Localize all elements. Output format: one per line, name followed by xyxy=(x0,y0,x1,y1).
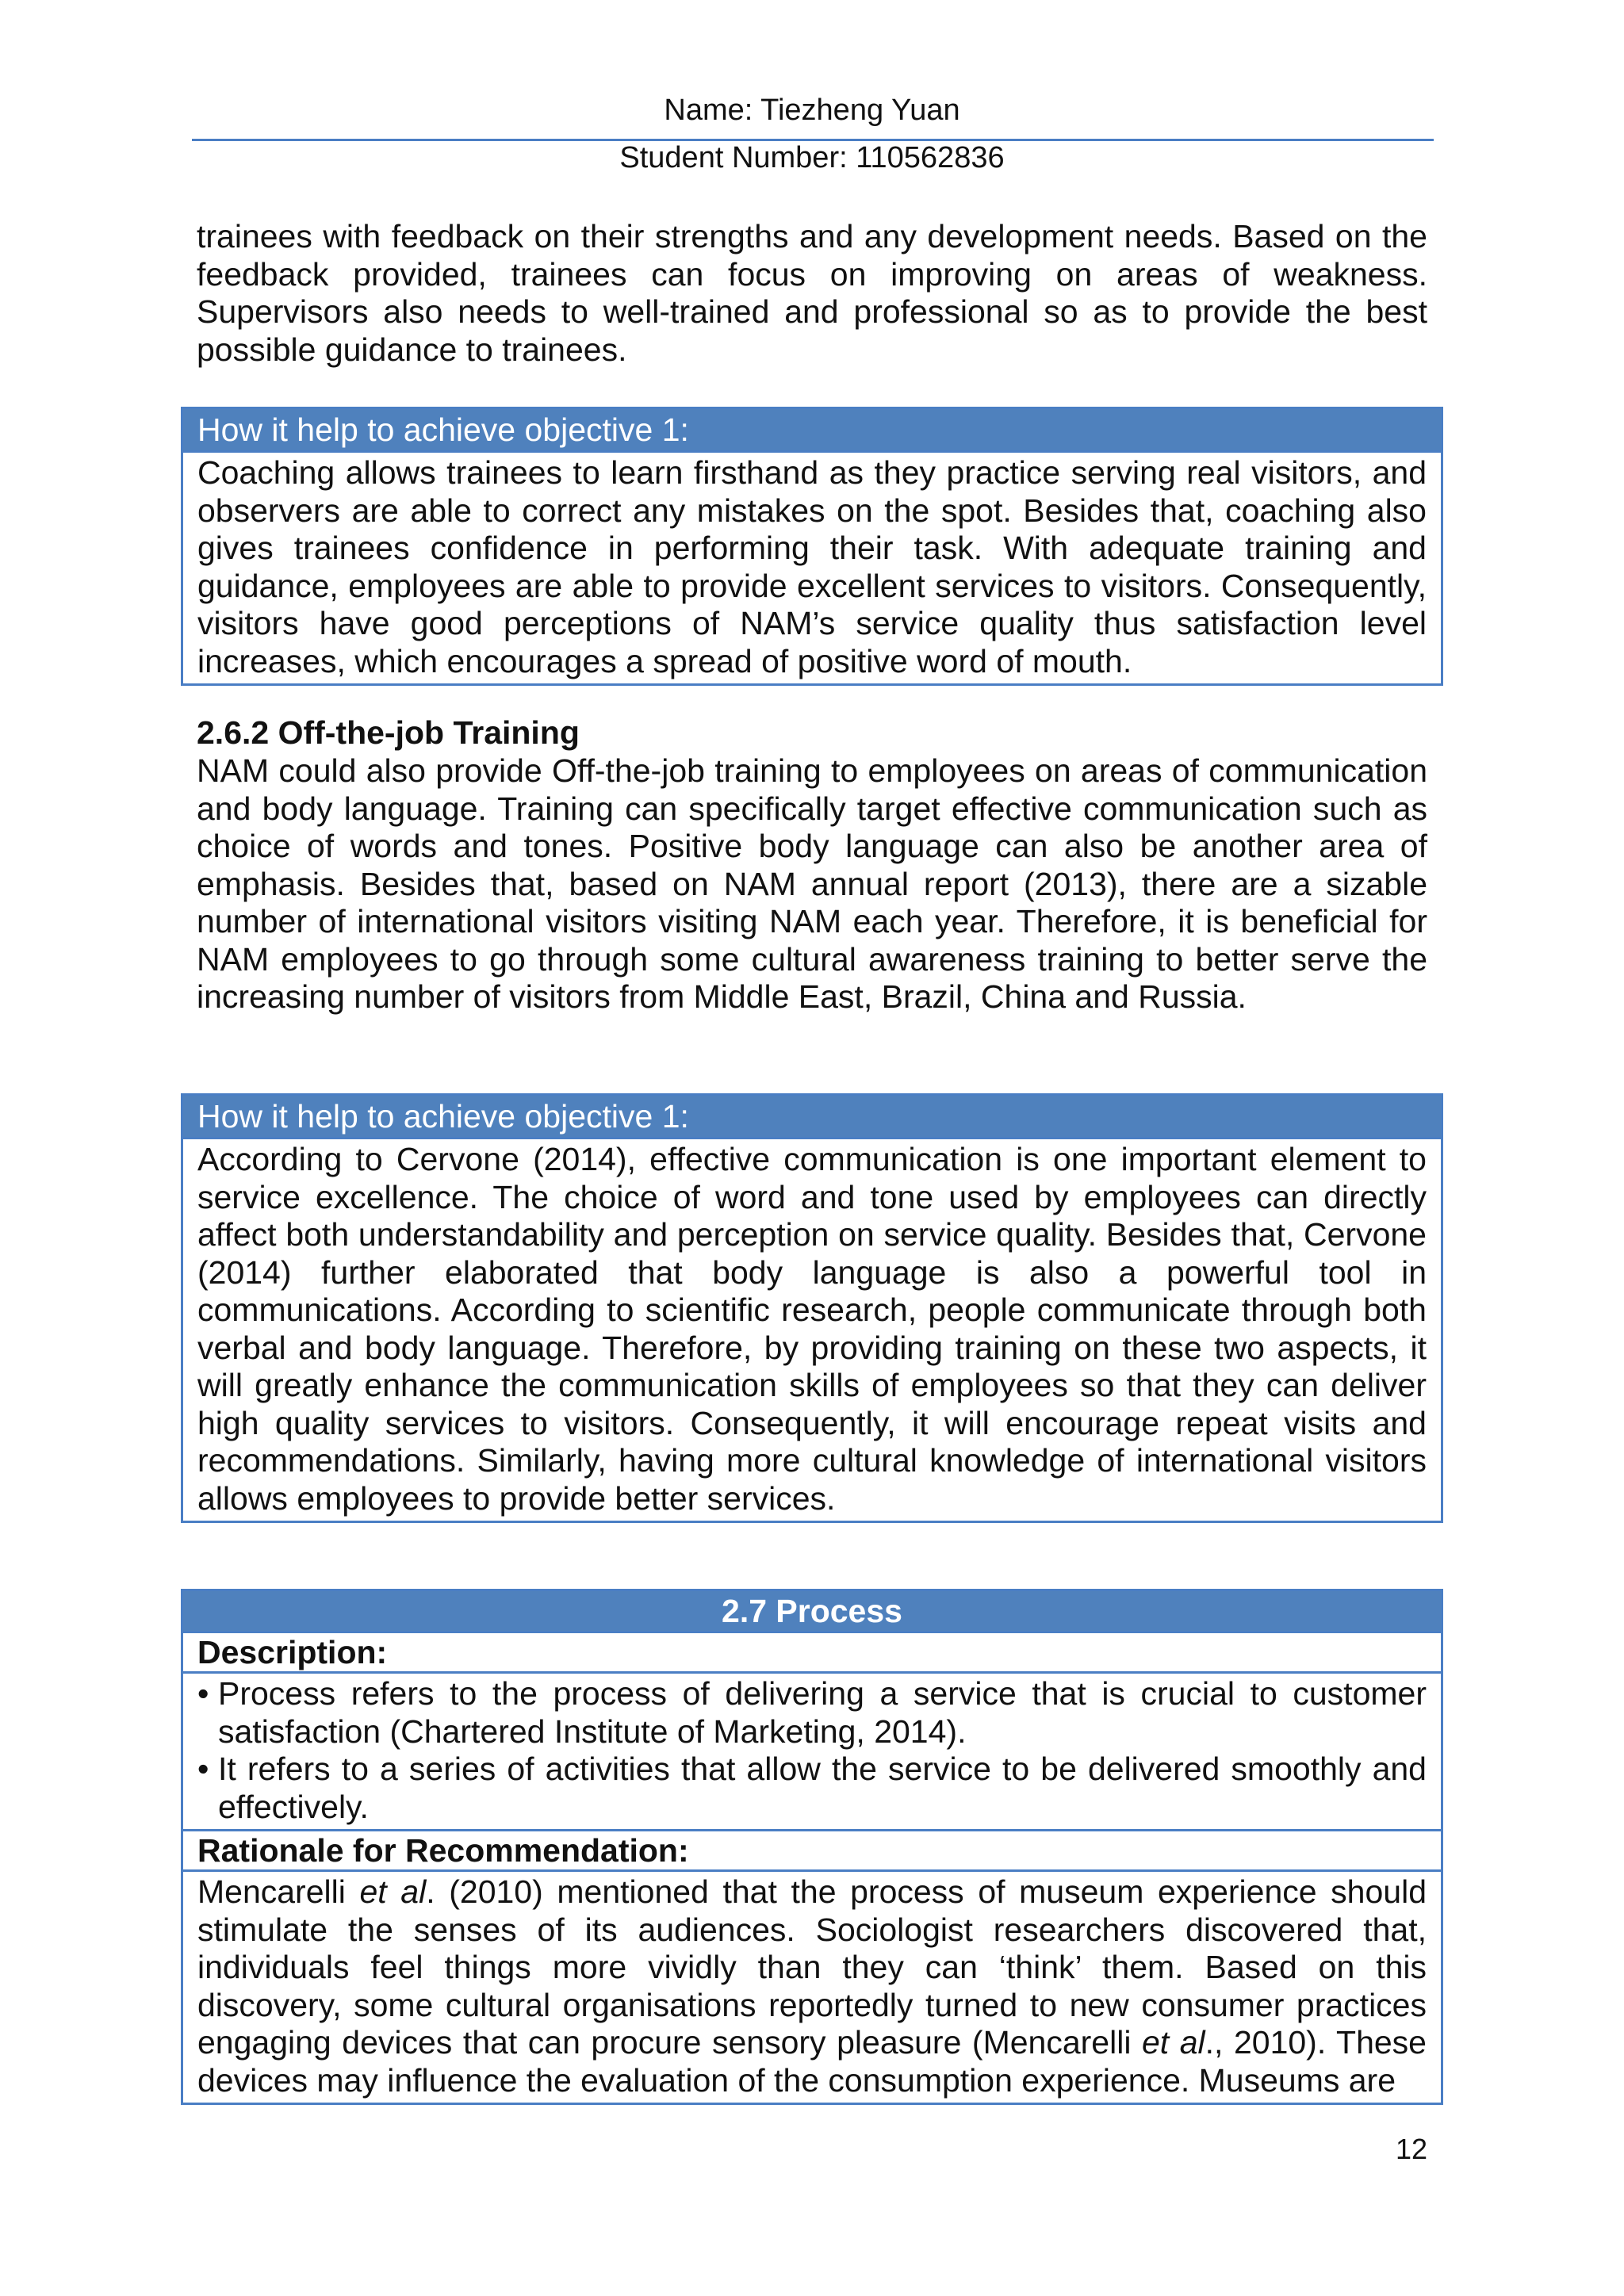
objective-box-title: How it help to achieve objective 1: xyxy=(183,409,1441,453)
list-item xyxy=(197,1751,1427,1826)
rationale-italic-et-al: et al xyxy=(359,1873,427,1910)
description-bullet-list xyxy=(183,1674,1441,1831)
rationale-label: Rationale for Recommendation: xyxy=(183,1831,1441,1872)
rationale-text xyxy=(183,1872,1441,2103)
rationale-text-part: . (2010) mentioned that the process of museum experience should stimulate the senses of its audiences. Sociologist researchers discovered that, individuals feel things more vividly than they can ‘think’ them. Based on this discovery, some cultural organisations reportedly turned to new consumer practices engaging devices that can procure sensory pleasure (Mencarelli xyxy=(197,1873,1427,2061)
objective-box-title: How it help to achieve objective 1: xyxy=(183,1096,1441,1139)
rationale-text-part: Mencarelli xyxy=(197,1873,360,1910)
objective-box-off-the-job xyxy=(181,1093,1443,1523)
description-label: Description: xyxy=(183,1633,1441,1674)
objective-box-body: Coaching allows trainees to learn firsthand as they practice serving real visitors, and observers are able to correct any mistakes on the spot. Besides that, coaching also gives trainees confidence in performing their task. With adequate training and guidance, employees are able to provide excellent services to visitors. Consequently, visitors have good perceptions of NAM’s service quality thus satisfaction level increases, which encourages a spread of positive word of mouth. xyxy=(197,454,1427,679)
paragraph-coaching-continued: trainees with feedback on their strengths and any development needs. Based on the feedback provided, trainees can focus on improving on areas of weakness. Supervisors also needs to well-trained and professional so as to provide the best possible guidance to trainees. xyxy=(197,218,1427,368)
rationale-text-part: ., 2010). These devices may influence the evaluation of the consumption experience. Museums are xyxy=(197,2024,1427,2099)
objective-box-coaching xyxy=(181,407,1443,686)
objective-box-body: According to Cervone (2014), effective communication is one important element to service excellence. The choice of word and tone used by employees can directly affect both understandability and perception on service quality. Besides that, Cervone (2014) further elaborated that body language is also a powerful tool in communications. According to scientific research, people communicate through both verbal and body language. Therefore, by providing training on these two aspects, it will greatly enhance the communication skills of employees so that they can deliver high quality services to visitors. Consequently, it will encourage repeat visits and recommendations. Similarly, having more cultural knowledge of international visitors allows employees to provide better services. xyxy=(197,1141,1427,1517)
bullet-icon: • xyxy=(197,1751,209,1787)
bullet-text: Process refers to the process of delivering a service that is crucial to customer satisfaction (Chartered Institute of Marketing, 2014). xyxy=(218,1675,1427,1750)
process-table xyxy=(181,1589,1443,2105)
rationale-italic-et-al: et al xyxy=(1141,2024,1205,2061)
section-heading-off-the-job-training: 2.6.2 Off-the-job Training xyxy=(197,714,580,751)
header-student-number: Student Number: 110562836 xyxy=(619,141,1005,174)
bullet-icon: • xyxy=(197,1675,209,1712)
process-table-title: 2.7 Process xyxy=(183,1591,1441,1633)
list-item xyxy=(197,1675,1427,1751)
paragraph-off-the-job-training: NAM could also provide Off-the-job training to employees on areas of communication and body language. Training can specifically target effective communication such as choice of words and tones. Positive body language can also be another area of emphasis. Besides that, based on NAM annual report (2013), there are a sizable number of international visitors visiting NAM each year. Therefore, it is beneficial for NAM employees to go through some cultural awareness training to better serve the increasing number of visitors from Middle East, Brazil, China and Russia. xyxy=(197,752,1427,1015)
bullet-text: It refers to a series of activities that allow the service to be delivered smoothly and effectively. xyxy=(218,1751,1427,1825)
header-name: Name: Tiezheng Yuan xyxy=(664,94,960,127)
page-number: 12 xyxy=(1395,2133,1427,2165)
